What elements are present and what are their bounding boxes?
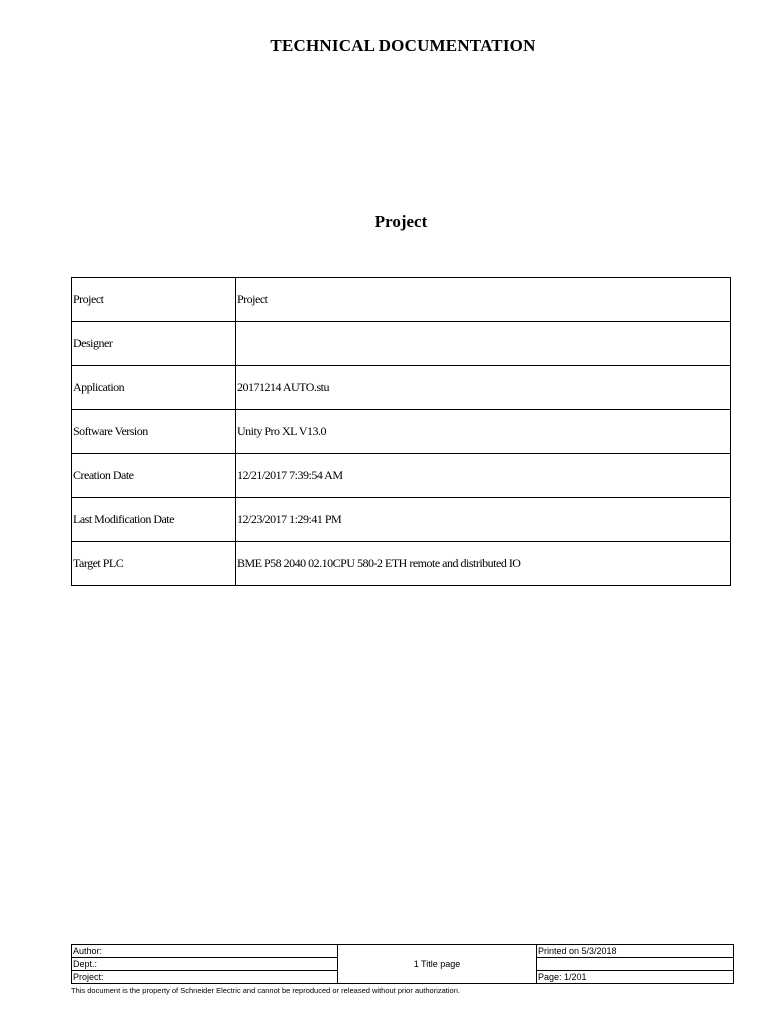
table-row xyxy=(72,322,731,366)
footer-printed-on: Printed on 5/3/2018 xyxy=(537,945,734,958)
row-value-software-version: Unity Pro XL V13.0 xyxy=(236,410,731,454)
row-value-target-plc: BME P58 2040 02.10CPU 580-2 ETH remote and distributed IO xyxy=(236,542,731,586)
footer-disclaimer: This document is the property of Schneider Electric and cannot be reproduced or released without prior authorization. xyxy=(71,986,460,995)
page-footer xyxy=(71,944,733,986)
project-info-table xyxy=(71,277,731,586)
footer-empty-cell xyxy=(537,958,734,971)
table-row xyxy=(72,498,731,542)
row-label-last-modification-date: Last Modification Date xyxy=(72,498,236,542)
table-row xyxy=(72,278,731,322)
row-value-designer xyxy=(236,322,731,366)
row-value-project: Project xyxy=(236,278,731,322)
row-label-project: Project xyxy=(72,278,236,322)
table-row xyxy=(72,454,731,498)
document-title: TECHNICAL DOCUMENTATION xyxy=(270,36,536,55)
footer-page-number: Page: 1/201 xyxy=(537,971,734,984)
row-value-last-modification-date: 12/23/2017 1:29:41 PM xyxy=(236,498,731,542)
section-heading: Project xyxy=(374,212,428,231)
table-row xyxy=(72,366,731,410)
row-label-designer: Designer xyxy=(72,322,236,366)
row-label-software-version: Software Version xyxy=(72,410,236,454)
row-label-creation-date: Creation Date xyxy=(72,454,236,498)
footer-project-label: Project: xyxy=(72,971,338,984)
row-value-application: 20171214 AUTO.stu xyxy=(236,366,731,410)
row-label-target-plc: Target PLC xyxy=(72,542,236,586)
footer-author-label: Author: xyxy=(72,945,338,958)
table-row xyxy=(72,410,731,454)
row-value-creation-date: 12/21/2017 7:39:54 AM xyxy=(236,454,731,498)
row-label-application: Application xyxy=(72,366,236,410)
footer-page-section: 1 Title page xyxy=(338,945,537,984)
footer-table xyxy=(71,944,734,984)
footer-dept-label: Dept.: xyxy=(72,958,338,971)
table-row xyxy=(72,542,731,586)
